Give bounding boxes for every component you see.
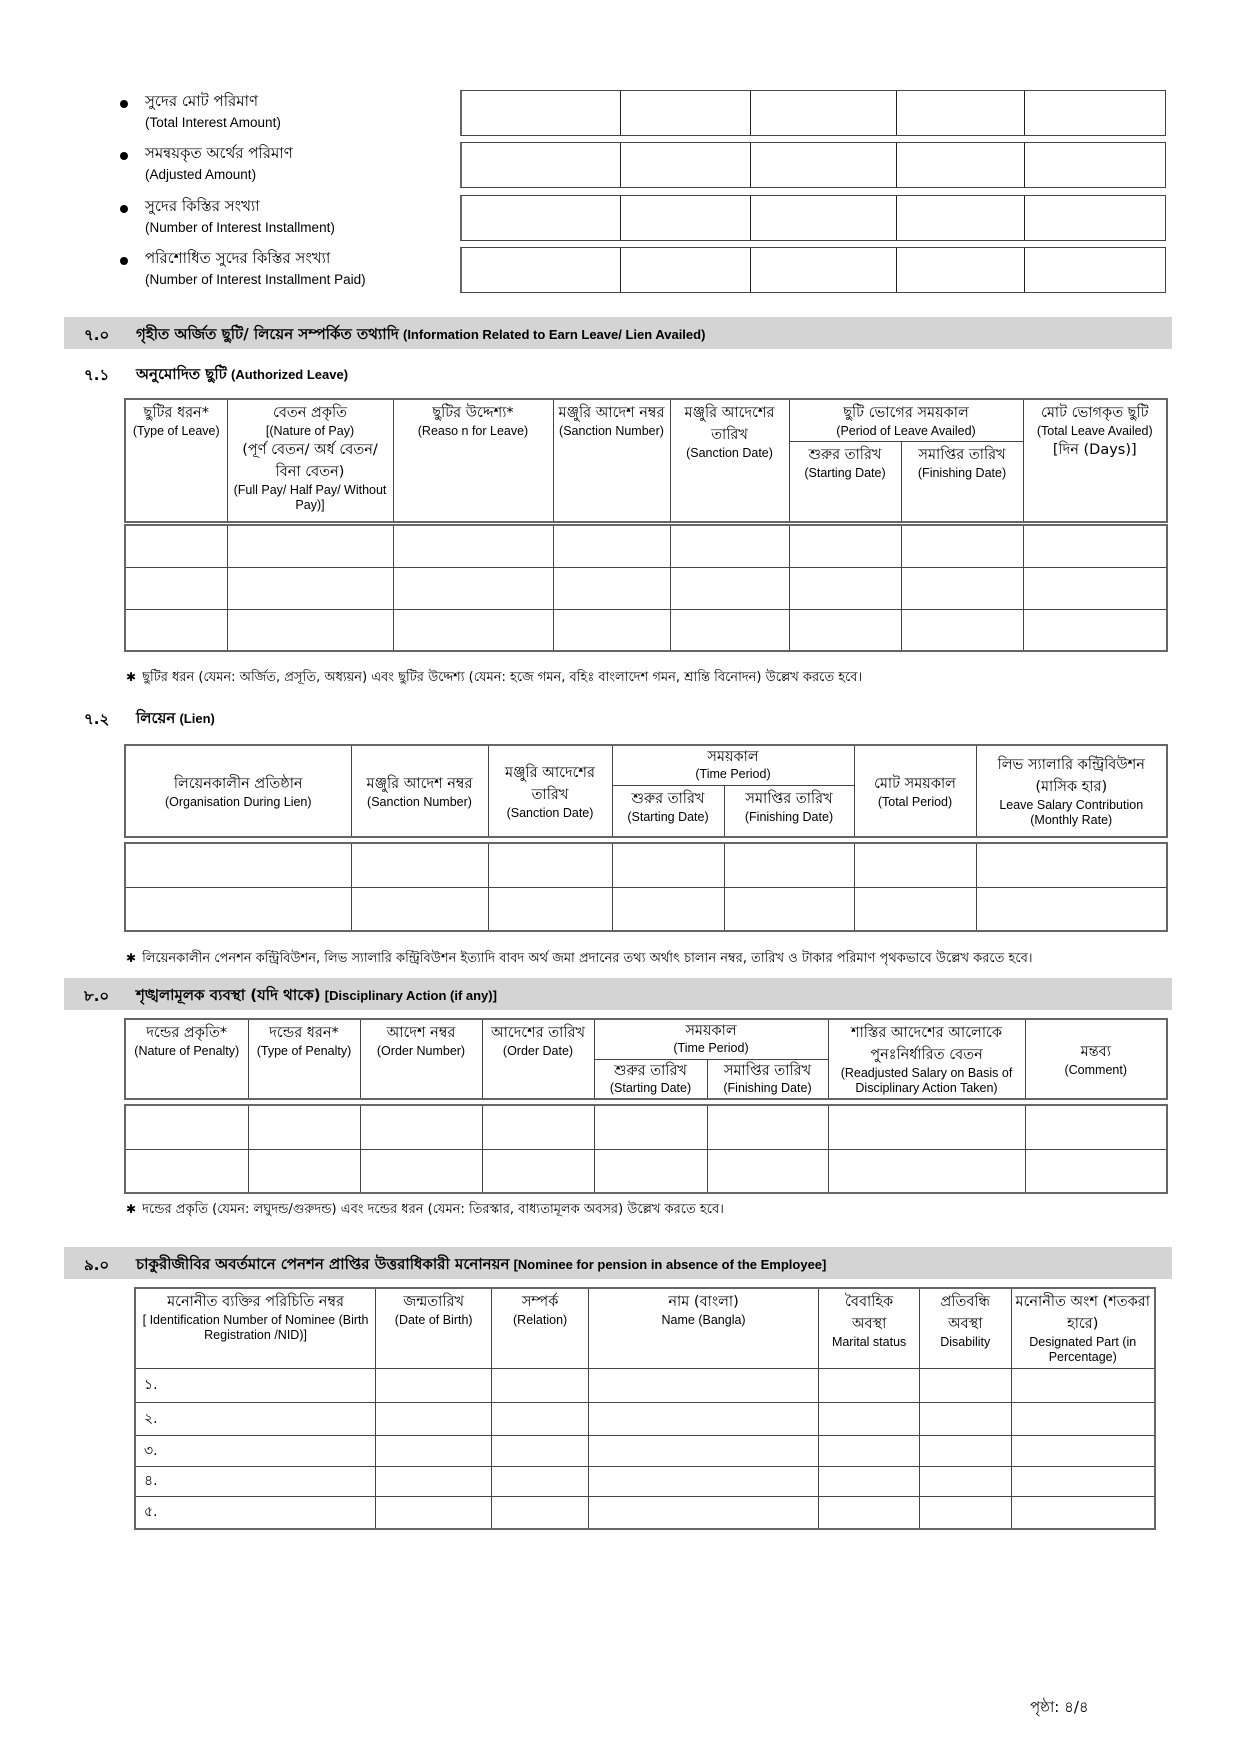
cell[interactable]	[724, 843, 854, 887]
input-cell[interactable]	[621, 143, 751, 187]
section-7-header	[64, 317, 1172, 349]
label-bn: সুদের মোট পরিমাণ	[145, 92, 259, 110]
input-cell[interactable]	[1025, 196, 1165, 240]
table-row	[125, 843, 1167, 887]
table-row	[125, 609, 1167, 651]
cell[interactable]	[1025, 1105, 1167, 1149]
input-row-adjusted-amount	[460, 142, 1166, 188]
cell[interactable]	[351, 887, 488, 931]
title-en: (Information Related to Earn Leave/ Lien Availed)	[402, 327, 706, 342]
cell[interactable]	[1023, 567, 1167, 609]
input-cell[interactable]	[751, 196, 897, 240]
cell[interactable]	[588, 1466, 818, 1496]
bullet-icon	[120, 257, 128, 265]
cell[interactable]	[125, 525, 227, 567]
cell[interactable]	[248, 1149, 360, 1193]
cell[interactable]	[492, 1402, 589, 1435]
input-cell[interactable]	[1025, 248, 1165, 292]
cell[interactable]	[828, 1149, 1025, 1193]
row-number[interactable]: ১.	[135, 1368, 376, 1402]
col-marital-status: বৈবাহিক অবস্থা Marital status	[819, 1288, 920, 1368]
cell[interactable]	[670, 609, 789, 651]
table-row	[125, 887, 1167, 931]
cell[interactable]	[901, 567, 1023, 609]
cell[interactable]	[854, 887, 976, 931]
cell[interactable]	[492, 1368, 589, 1402]
col-disability: প্রতিবন্ধি অবস্থা Disability	[920, 1288, 1012, 1368]
title-en: [Disciplinary Action (if any)]	[324, 988, 497, 1003]
cell[interactable]	[920, 1368, 1012, 1402]
input-cell[interactable]	[621, 196, 751, 240]
authorized-leave-body-table	[124, 524, 1168, 652]
cell[interactable]	[920, 1435, 1012, 1466]
cell[interactable]	[588, 1496, 818, 1529]
cell[interactable]	[588, 1435, 818, 1466]
cell[interactable]	[227, 567, 393, 609]
cell[interactable]	[707, 1149, 828, 1193]
section-number: ৯.০	[84, 1256, 110, 1274]
cell[interactable]	[393, 525, 553, 567]
col-designated-part: মনোনীত অংশ (শতকরা হারে) Designated Part (in Percentage)	[1011, 1288, 1155, 1368]
subsection-number: ৭.২	[84, 710, 110, 728]
input-cell[interactable]	[897, 248, 1025, 292]
cell[interactable]	[376, 1402, 492, 1435]
cell[interactable]	[227, 609, 393, 651]
col-readjusted-salary: শাস্তির আদেশের আলোকে পুনঃনির্ধারিত বেতন (Readjusted Salary on Basis of Disciplinary Action Taken)	[828, 1019, 1025, 1099]
label-bn: সমন্বয়কৃত অর্থের পরিমাণ	[145, 144, 293, 162]
input-cell[interactable]	[1025, 143, 1165, 187]
cell[interactable]	[125, 567, 227, 609]
cell[interactable]	[248, 1105, 360, 1149]
col-total-leave: মোট ভোগকৃত ছুটি (Total Leave Availed) [দিন (Days)]	[1023, 399, 1167, 522]
authorized-leave-header-table	[124, 398, 1168, 523]
section-8-header	[64, 978, 1172, 1010]
cell[interactable]	[492, 1496, 589, 1529]
note-text: লিয়েনকালীন পেনশন কন্ট্রিবিউশন, লিভ স্যালারি কন্ট্রিবিউশন ইত্যাদি বাবদ অর্থ জমা প্রদানের তথ্য অর্থাৎ চালান নম্বর, তারিখ ও টাকার পরিমাণ পৃথকভাবে উল্লেখ করতে হবে।	[142, 951, 1033, 966]
table-row	[135, 1368, 1155, 1402]
col-nature-of-pay: বেতন প্রকৃতি [(Nature of Pay) (পূর্ণ বেতন/ অর্ধ বেতন/ বিনা বেতন) (Full Pay/ Half Pay/ Without Pay)]	[227, 399, 393, 522]
input-cell[interactable]	[751, 91, 897, 135]
col-comment: মন্তব্য (Comment)	[1025, 1019, 1167, 1099]
col-time-period-group: সময়কাল (Time Period)	[594, 1019, 828, 1059]
col-nature-of-penalty: দন্ডের প্রকৃতি* (Nature of Penalty)	[125, 1019, 248, 1099]
asterisk-icon: ✱	[126, 670, 137, 684]
table-row	[135, 1496, 1155, 1529]
col-leave-type: ছুটির ধরন* (Type of Leave)	[125, 399, 227, 522]
cell[interactable]	[819, 1496, 920, 1529]
cell[interactable]	[920, 1496, 1012, 1529]
label-en: (Number of Interest Installment Paid)	[145, 272, 366, 287]
cell[interactable]	[360, 1105, 482, 1149]
input-cell[interactable]	[897, 143, 1025, 187]
row-number[interactable]: ৫.	[135, 1496, 376, 1529]
cell[interactable]	[789, 609, 901, 651]
nominee-header-row	[135, 1288, 1155, 1368]
col-time-period-group: সময়কাল (Time Period)	[612, 745, 854, 785]
cell[interactable]	[125, 1149, 248, 1193]
cell[interactable]	[393, 609, 553, 651]
col-leave-salary-contribution: লিভ স্যালারি কন্ট্রিবিউশন (মাসিক হার) Leave Salary Contribution (Monthly Rate)	[976, 745, 1167, 837]
title-en: [Nominee for pension in absence of the Employee]	[513, 1257, 827, 1272]
section-title	[136, 323, 705, 348]
cell[interactable]	[594, 1105, 707, 1149]
cell[interactable]	[670, 567, 789, 609]
asterisk-icon: ✱	[126, 1202, 137, 1216]
cell[interactable]	[553, 567, 670, 609]
section-number: ৮.০	[84, 987, 110, 1005]
cell[interactable]	[920, 1466, 1012, 1496]
title-en: (Authorized Leave)	[231, 367, 349, 382]
cell[interactable]	[553, 525, 670, 567]
section-number: ৭.০	[84, 326, 110, 344]
row-number[interactable]: ৩.	[135, 1435, 376, 1466]
lien-footnote	[126, 949, 1032, 970]
cell[interactable]	[1011, 1435, 1155, 1466]
col-total-period: মোট সময়কাল (Total Period)	[854, 745, 976, 837]
label-bn: পরিশোধিত সুদের কিস্তির সংখ্যা	[145, 249, 331, 267]
row-number[interactable]: ৪.	[135, 1466, 376, 1496]
col-date-of-birth: জন্মতারিখ (Date of Birth)	[376, 1288, 492, 1368]
cell[interactable]	[670, 525, 789, 567]
cell[interactable]	[393, 567, 553, 609]
table-row	[125, 525, 1167, 567]
cell[interactable]	[920, 1402, 1012, 1435]
col-organisation: লিয়েনকালীন প্রতিষ্ঠান (Organisation During Lien)	[125, 745, 351, 837]
col-starting-date: শুরুর তারিখ (Starting Date)	[594, 1059, 707, 1099]
col-starting-date: শুরুর তারিখ (Starting Date)	[789, 442, 901, 522]
cell[interactable]	[1011, 1496, 1155, 1529]
section-9-header	[64, 1247, 1172, 1279]
table-row	[135, 1435, 1155, 1466]
label-en: (Total Interest Amount)	[145, 115, 281, 130]
subsection-number: ৭.১	[84, 366, 110, 384]
cell[interactable]	[789, 567, 901, 609]
disciplinary-body-table	[124, 1104, 1168, 1194]
row-number[interactable]: ২.	[135, 1402, 376, 1435]
cell[interactable]	[1025, 1149, 1167, 1193]
col-sanction-date: মঞ্জুরি আদেশের তারিখ (Sanction Date)	[670, 399, 789, 522]
input-cell[interactable]	[462, 248, 621, 292]
cell[interactable]	[125, 887, 351, 931]
col-sanction-date: মঞ্জুরি আদেশের তারিখ (Sanction Date)	[488, 745, 612, 837]
bullet-icon	[120, 152, 128, 160]
cell[interactable]	[227, 525, 393, 567]
cell[interactable]	[976, 887, 1167, 931]
table-row	[125, 567, 1167, 609]
col-type-of-penalty: দন্ডের ধরন* (Type of Penalty)	[248, 1019, 360, 1099]
cell[interactable]	[854, 843, 976, 887]
section-title	[136, 1253, 826, 1278]
cell[interactable]	[553, 609, 670, 651]
cell[interactable]	[351, 843, 488, 887]
cell[interactable]	[819, 1368, 920, 1402]
note-text: ছুটির ধরন (যেমন: অর্জিত, প্রসূতি, অধ্যয়ন) এবং ছুটির উদ্দেশ্য (যেমন: হজে গমন, বহিঃ বাংলাদেশ গমন, শ্রান্তি বিনোদন) উল্লেখ করতে হবে।	[142, 670, 863, 685]
cell[interactable]	[819, 1435, 920, 1466]
cell[interactable]	[492, 1435, 589, 1466]
input-cell[interactable]	[751, 248, 897, 292]
input-cell[interactable]	[1025, 91, 1165, 135]
section-title	[136, 984, 497, 1009]
cell[interactable]	[125, 843, 351, 887]
table-row	[125, 1149, 1167, 1193]
cell[interactable]	[819, 1466, 920, 1496]
cell[interactable]	[1023, 525, 1167, 567]
cell[interactable]	[125, 609, 227, 651]
leave-footnote	[126, 668, 862, 689]
subsection-title	[136, 707, 215, 732]
col-period-group: ছুটি ভোগের সময়কাল (Period of Leave Availed)	[789, 399, 1023, 442]
col-reason: ছুটির উদ্দেশ্য* (Reaso n for Leave)	[393, 399, 553, 522]
subsection-title	[136, 363, 348, 388]
col-name-bangla: নাম (বাংলা) Name (Bangla)	[588, 1288, 818, 1368]
col-finishing-date: সমাপ্তির তারিখ (Finishing Date)	[707, 1059, 828, 1099]
col-finishing-date: সমাপ্তির তারিখ (Finishing Date)	[724, 785, 854, 837]
cell[interactable]	[828, 1105, 1025, 1149]
cell[interactable]	[819, 1402, 920, 1435]
cell[interactable]	[594, 1149, 707, 1193]
cell[interactable]	[1011, 1402, 1155, 1435]
title-bn: শৃঙ্খলামূলক ব্যবস্থা (যদি থাকে)	[136, 986, 321, 1004]
label-en: (Adjusted Amount)	[145, 167, 257, 182]
title-en: (Lien)	[179, 711, 215, 726]
input-cell[interactable]	[897, 196, 1025, 240]
table-row	[135, 1402, 1155, 1435]
page-number: পৃষ্ঠা: ৪/৪	[1030, 1698, 1089, 1716]
input-row-total-interest	[460, 90, 1166, 136]
cell[interactable]	[789, 525, 901, 567]
cell[interactable]	[901, 525, 1023, 567]
cell[interactable]	[1011, 1368, 1155, 1402]
cell[interactable]	[482, 1149, 594, 1193]
col-sanction-number: মঞ্জুরি আদেশ নম্বর (Sanction Number)	[351, 745, 488, 837]
cell[interactable]	[376, 1466, 492, 1496]
cell[interactable]	[482, 1105, 594, 1149]
col-order-date: আদেশের তারিখ (Order Date)	[482, 1019, 594, 1099]
cell[interactable]	[376, 1496, 492, 1529]
cell[interactable]	[588, 1402, 818, 1435]
bullet-icon	[120, 100, 128, 108]
table-row	[135, 1466, 1155, 1496]
asterisk-icon: ✱	[126, 951, 137, 965]
cell[interactable]	[492, 1466, 589, 1496]
disciplinary-footnote	[126, 1200, 724, 1221]
title-bn: চাকুরীজীবির অবর্তমানে পেনশন প্রাপ্তির উত্তরাধিকারী মনোনয়ন	[136, 1255, 510, 1273]
cell[interactable]	[488, 887, 612, 931]
cell[interactable]	[612, 843, 724, 887]
cell[interactable]	[376, 1368, 492, 1402]
nominee-table	[134, 1287, 1156, 1530]
cell[interactable]	[724, 887, 854, 931]
cell[interactable]	[360, 1149, 482, 1193]
col-order-number: আদেশ নম্বর (Order Number)	[360, 1019, 482, 1099]
cell[interactable]	[976, 843, 1167, 887]
cell[interactable]	[707, 1105, 828, 1149]
col-sanction-number: মঞ্জুরি আদেশ নম্বর (Sanction Number)	[553, 399, 670, 522]
table-row	[125, 1105, 1167, 1149]
col-nominee-id: মনোনীত ব্যক্তির পরিচিতি নম্বর [ Identification Number of Nominee (Birth Registration /NID)]	[135, 1288, 376, 1368]
lien-header-table	[124, 744, 1168, 838]
input-cell[interactable]	[897, 91, 1025, 135]
input-cell[interactable]	[462, 196, 621, 240]
cell[interactable]	[1023, 609, 1167, 651]
title-bn: অনুমোদিত ছুটি	[136, 365, 227, 383]
input-cell[interactable]	[751, 143, 897, 187]
input-row-installments	[460, 195, 1166, 241]
note-text: দন্ডের প্রকৃতি (যেমন: লঘুদন্ড/গুরুদন্ড) এবং দন্ডের ধরন (যেমন: তিরস্কার, বাধ্যতামূলক অবসর) উল্লেখ করতে হবে।	[142, 1202, 724, 1217]
cell[interactable]	[612, 887, 724, 931]
input-row-installments-paid	[460, 247, 1166, 293]
col-relation: সম্পর্ক (Relation)	[492, 1288, 589, 1368]
title-bn: লিয়েন	[136, 709, 176, 727]
input-cell[interactable]	[621, 248, 751, 292]
cell[interactable]	[125, 1105, 248, 1149]
col-starting-date: শুরুর তারিখ (Starting Date)	[612, 785, 724, 837]
label-bn: সুদের কিস্তির সংখ্যা	[145, 197, 260, 215]
lien-body-table	[124, 842, 1168, 932]
cell[interactable]	[376, 1435, 492, 1466]
title-bn: গৃহীত অর্জিত ছুটি/ লিয়েন সম্পর্কিত তথ্যাদি	[136, 325, 399, 343]
input-cell[interactable]	[621, 91, 751, 135]
input-cell[interactable]	[462, 143, 621, 187]
disciplinary-header-table	[124, 1018, 1168, 1100]
label-en: (Number of Interest Installment)	[145, 220, 335, 235]
input-cell[interactable]	[462, 91, 621, 135]
col-finishing-date: সমাপ্তির তারিখ (Finishing Date)	[901, 442, 1023, 522]
cell[interactable]	[1011, 1466, 1155, 1496]
cell[interactable]	[588, 1368, 818, 1402]
cell[interactable]	[901, 609, 1023, 651]
bullet-icon	[120, 205, 128, 213]
cell[interactable]	[488, 843, 612, 887]
